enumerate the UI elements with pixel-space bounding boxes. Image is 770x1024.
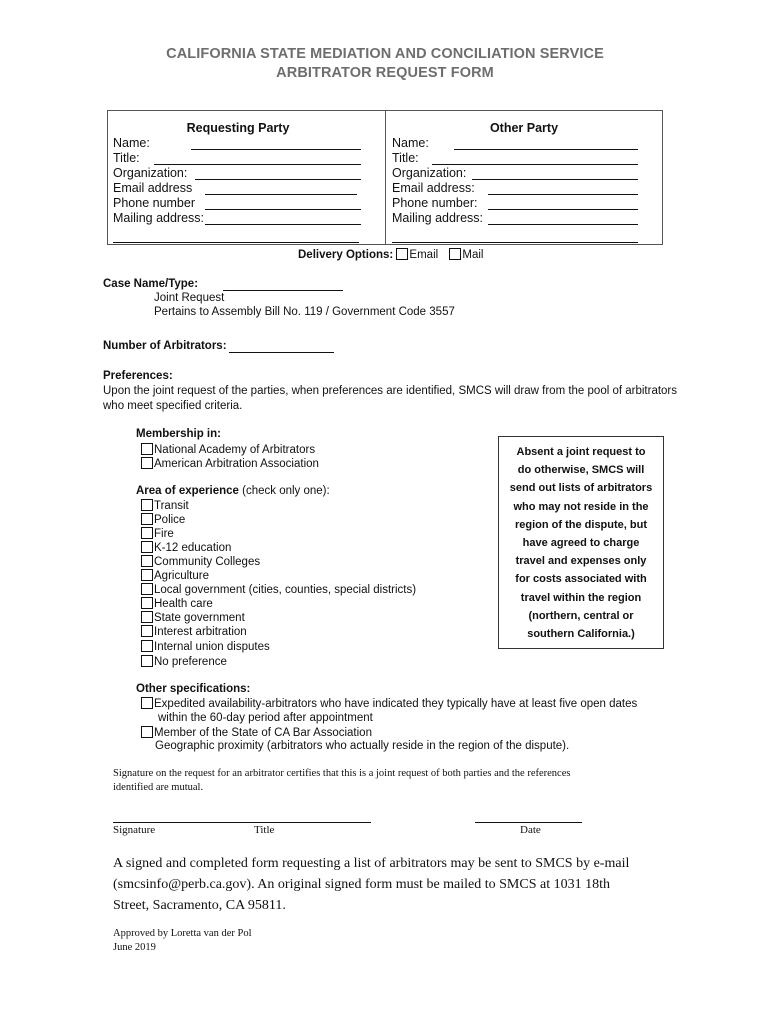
experience-heading — [136, 485, 330, 497]
date-line[interactable] — [475, 822, 582, 823]
delivery-options-label: Delivery Options: — [298, 249, 394, 261]
title-label: Title — [254, 824, 275, 836]
other-specs-label: Other specifications: — [136, 683, 251, 695]
requesting-party-heading: Requesting Party — [186, 121, 290, 135]
signature-title-line[interactable] — [113, 822, 371, 823]
other-party-heading: Other Party — [489, 121, 559, 135]
preferences-text-line2: who meet specified criteria. — [103, 400, 243, 412]
requesting-title-field[interactable]: Title: — [113, 151, 363, 166]
other-mailing-line2[interactable] — [392, 242, 638, 243]
experience-checkbox[interactable] — [141, 569, 153, 581]
experience-item: Interest arbitration — [141, 625, 247, 639]
experience-item: Agriculture — [141, 569, 209, 583]
preferences-label: Preferences: — [103, 370, 173, 382]
experience-checkbox[interactable] — [141, 611, 153, 623]
other-spec-checkbox[interactable] — [141, 726, 153, 738]
membership-checkbox[interactable] — [141, 443, 153, 455]
experience-checkbox[interactable] — [141, 541, 153, 553]
instructions-line3: Street, Sacramento, CA 95811. — [113, 898, 286, 913]
date-label: Date — [520, 824, 541, 836]
form-title-line2: ARBITRATOR REQUEST FORM — [276, 65, 494, 81]
experience-label: Area of experience — [136, 485, 239, 497]
experience-item: K-12 education — [141, 541, 231, 555]
experience-item: State government — [141, 611, 245, 625]
other-phone-field[interactable]: Phone number: — [392, 196, 642, 211]
party-divider — [385, 110, 386, 245]
num-arbitrators-label: Number of Arbitrators: — [103, 340, 227, 352]
delivery-email-checkbox[interactable] — [396, 248, 408, 260]
other-spec-item: Member of the State of CA Bar Association — [141, 726, 372, 740]
requesting-phone-field[interactable]: Phone number — [113, 196, 363, 211]
requesting-email-field[interactable]: Email address — [113, 181, 363, 196]
experience-item: Internal union disputes — [141, 640, 270, 654]
regional-note-text: Absent a joint request to do otherwise, SMCS will send out lists of arbitrators who may not reside in the region of the dispute, but have agreed to charge travel and expenses only for costs associated with travel within the region (northern, central or southern California.) — [509, 446, 653, 641]
experience-checkbox[interactable] — [141, 640, 153, 652]
other-email-field[interactable]: Email address: — [392, 181, 642, 196]
membership-item: National Academy of Arbitrators — [141, 443, 315, 457]
experience-checkbox[interactable] — [141, 513, 153, 525]
experience-item: Police — [141, 513, 185, 527]
experience-item: Health care — [141, 597, 213, 611]
experience-item: No preference — [141, 655, 227, 669]
requesting-mailing-line2[interactable] — [113, 242, 359, 243]
other-spec-item-continuation: within the 60-day period after appointment — [158, 712, 373, 724]
experience-item: Local government (cities, counties, special districts) — [141, 583, 416, 597]
requesting-mailing-field[interactable]: Mailing address: — [113, 211, 363, 226]
membership-label: Membership in: — [136, 428, 221, 440]
instructions-line2: (smcsinfo@perb.ca.gov). An original signed form must be mailed to SMCS at 1031 18th — [113, 877, 610, 892]
signature-note-line2: identified are mutual. — [113, 782, 204, 793]
form-title-line1: CALIFORNIA STATE MEDIATION AND CONCILIATION SERVICE — [166, 46, 604, 62]
other-mailing-field[interactable]: Mailing address: — [392, 211, 642, 226]
signature-note-line1: Signature on the request for an arbitrator certifies that this is a joint request of both parties and the references — [113, 768, 571, 779]
approved-by: Approved by Loretta van der Pol — [113, 928, 252, 939]
experience-checkbox[interactable] — [141, 555, 153, 567]
membership-item: American Arbitration Association — [141, 457, 319, 471]
other-spec-checkbox[interactable] — [141, 697, 153, 709]
experience-item: Fire — [141, 527, 174, 541]
other-spec-item: Geographic proximity (arbitrators who actually reside in the region of the dispute). — [155, 740, 570, 752]
experience-item: Transit — [141, 499, 189, 513]
delivery-mail-checkbox[interactable] — [449, 248, 461, 260]
other-spec-item: Expedited availability-arbitrators who have indicated they typically have at least five open dates — [141, 697, 637, 711]
case-name-line[interactable] — [223, 290, 343, 291]
requesting-organization-field[interactable]: Organization: — [113, 166, 363, 181]
case-type-line2: Pertains to Assembly Bill No. 119 / Government Code 3557 — [154, 306, 455, 318]
preferences-text-line1: Upon the joint request of the parties, when preferences are identified, SMCS will draw from the pool of arbitrators — [103, 385, 678, 397]
experience-checkbox[interactable] — [141, 625, 153, 637]
experience-qualifier: (check only one): — [242, 485, 330, 497]
experience-checkbox[interactable] — [141, 655, 153, 667]
requesting-party-column — [113, 121, 363, 226]
other-name-field[interactable]: Name: — [392, 136, 642, 151]
delivery-options — [298, 248, 483, 261]
requesting-name-field[interactable]: Name: — [113, 136, 363, 151]
other-organization-field[interactable]: Organization: — [392, 166, 642, 181]
num-arbitrators-line[interactable] — [229, 352, 334, 353]
signature-label: Signature — [113, 824, 156, 836]
delivery-email-label: Email — [409, 249, 439, 261]
other-title-field[interactable]: Title: — [392, 151, 642, 166]
experience-item: Community Colleges — [141, 555, 260, 569]
other-party-column — [392, 121, 642, 226]
experience-checkbox[interactable] — [141, 527, 153, 539]
approval-date: June 2019 — [113, 942, 156, 953]
instructions-line1: A signed and completed form requesting a list of arbitrators may be sent to SMCS by e-mail — [113, 856, 630, 871]
regional-note-box — [498, 436, 664, 649]
delivery-mail-label: Mail — [462, 249, 484, 261]
experience-checkbox[interactable] — [141, 597, 153, 609]
case-name-label: Case Name/Type: — [103, 278, 199, 290]
membership-checkbox[interactable] — [141, 457, 153, 469]
experience-checkbox[interactable] — [141, 583, 153, 595]
case-type-line1: Joint Request — [154, 292, 225, 304]
experience-checkbox[interactable] — [141, 499, 153, 511]
